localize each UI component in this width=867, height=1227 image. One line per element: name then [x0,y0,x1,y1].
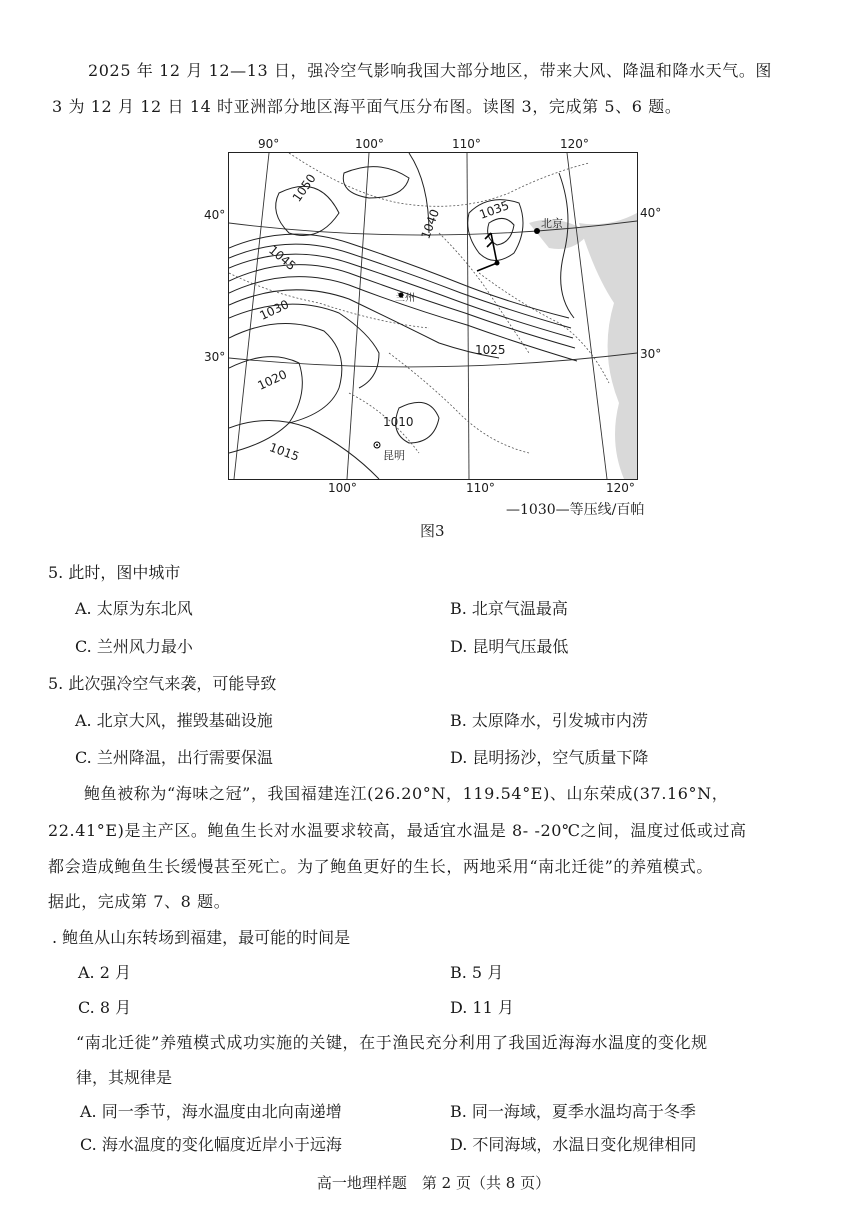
q7-option-b[interactable]: B. 5 月 [450,963,504,982]
lon-label-110-bottom: 110° [466,481,495,495]
page-footer: 高一地理样题 第 2 页（共 8 页） [316,1174,551,1192]
q8-option-c[interactable]: C. 海水温度的变化幅度近岸小于远海 [80,1135,342,1154]
lat-label-40-left: 40° [204,208,226,222]
figure-caption: 图3 [420,522,445,540]
lon-label-100-top: 100° [355,137,384,151]
lat-label-30-right: 30° [640,347,662,361]
wind-symbol-taiyuan [477,233,497,271]
legend-line: —1030— [506,502,570,518]
taiyuan-city-dot [495,261,500,266]
isobar-label-1030: 1030 [257,297,292,323]
q5-stem: 5. 此时，图中城市 [48,563,181,582]
isobar-map-svg [229,153,637,479]
lon-label-110-top: 110° [452,137,481,151]
isobar-label-1040: 1040 [418,207,443,241]
q7-option-a[interactable]: A. 2 月 [78,963,131,982]
q8-option-d[interactable]: D. 不同海域，水温日变化规律相同 [450,1135,697,1154]
q8-stem-line-1: “南北迁徙”养殖模式成功实施的关键，在于渔民充分利用了我国近海海水温度的变化规 [76,1033,708,1052]
q7-stem: . 鲍鱼从山东转场到福建，最可能的时间是 [52,928,351,947]
lon-label-90-top: 90° [258,137,280,151]
q5-option-a[interactable]: A. 太原为东北风 [75,599,193,618]
abalone-line-1: 鲍鱼被称为“海味之冠”，我国福建连江(26.20°N，119.54°E)、山东荣成(37.16°N， [84,784,729,803]
legend [506,499,644,521]
graticule [229,153,637,479]
isobar-label-1015: 1015 [267,440,302,464]
isobar-label-1010: 1010 [383,415,414,429]
isobar-label-1035: 1035 [477,198,512,222]
lat-label-40-right: 40° [640,206,662,220]
q6-option-d[interactable]: D. 昆明扬沙，空气质量下降 [450,748,649,767]
city-label-beijing: 北京 [541,217,563,230]
lat-label-30-left: 30° [204,350,226,364]
intro-line-1: 2025 年 12 月 12—13 日，强冷空气影响我国大部分地区，带来大风、降温和降水天气。图 [88,61,773,80]
q8-stem-line-2: 律，其规律是 [76,1068,173,1087]
q6-option-a[interactable]: A. 北京大风，摧毁基础设施 [75,711,273,730]
city-label-kunming: 昆明 [383,449,405,462]
abalone-line-4: 据此，完成第 7、8 题。 [48,892,231,911]
isobars [229,153,577,479]
isobar-label-1045: 1045 [266,242,299,274]
isobar-label-1050: 1050 [289,171,319,205]
abalone-line-2: 22.41°E)是主产区。鲍鱼生长对水温要求较高，最适宜水温是 8- -20℃之间，温度过低或过高 [48,821,747,840]
isobar-map [228,152,638,480]
abalone-line-3: 都会造成鲍鱼生长缓慢甚至死亡。为了鲍鱼更好的生长，两地采用“南北迁徙”的养殖模式。 [48,857,713,876]
q8-option-a[interactable]: A. 同一季节，海水温度由北向南递增 [80,1102,342,1121]
beijing-city-dot [534,228,540,234]
city-label-lanzhou: 兰州 [395,293,415,304]
lon-label-100-bottom: 100° [328,481,357,495]
legend-text: 等压线/百帕 [569,502,645,518]
q6-stem: 5. 此次强冷空气来袭，可能导致 [48,674,277,693]
q7-option-c[interactable]: C. 8 月 [78,998,132,1017]
lon-label-120-top: 120° [560,137,589,151]
q6-option-c[interactable]: C. 兰州降温，出行需要保温 [75,748,273,767]
q6-option-b[interactable]: B. 太原降水，引发城市内涝 [450,711,648,730]
intro-line-2: 3 为 12 月 12 日 14 时亚洲部分地区海平面气压分布图。读图 3，完成第 5、6 题。 [52,97,682,116]
sea-area [579,213,637,479]
q5-option-c[interactable]: C. 兰州风力最小 [75,637,193,656]
q5-option-d[interactable]: D. 昆明气压最低 [450,637,569,656]
lon-label-120-bottom: 120° [606,481,635,495]
q5-option-b[interactable]: B. 北京气温最高 [450,599,568,618]
isobar-label-1020: 1020 [255,367,290,393]
q7-option-d[interactable]: D. 11 月 [450,998,514,1017]
isobar-label-1025: 1025 [475,343,506,357]
q8-option-b[interactable]: B. 同一海域，夏季水温均高于冬季 [450,1102,696,1121]
